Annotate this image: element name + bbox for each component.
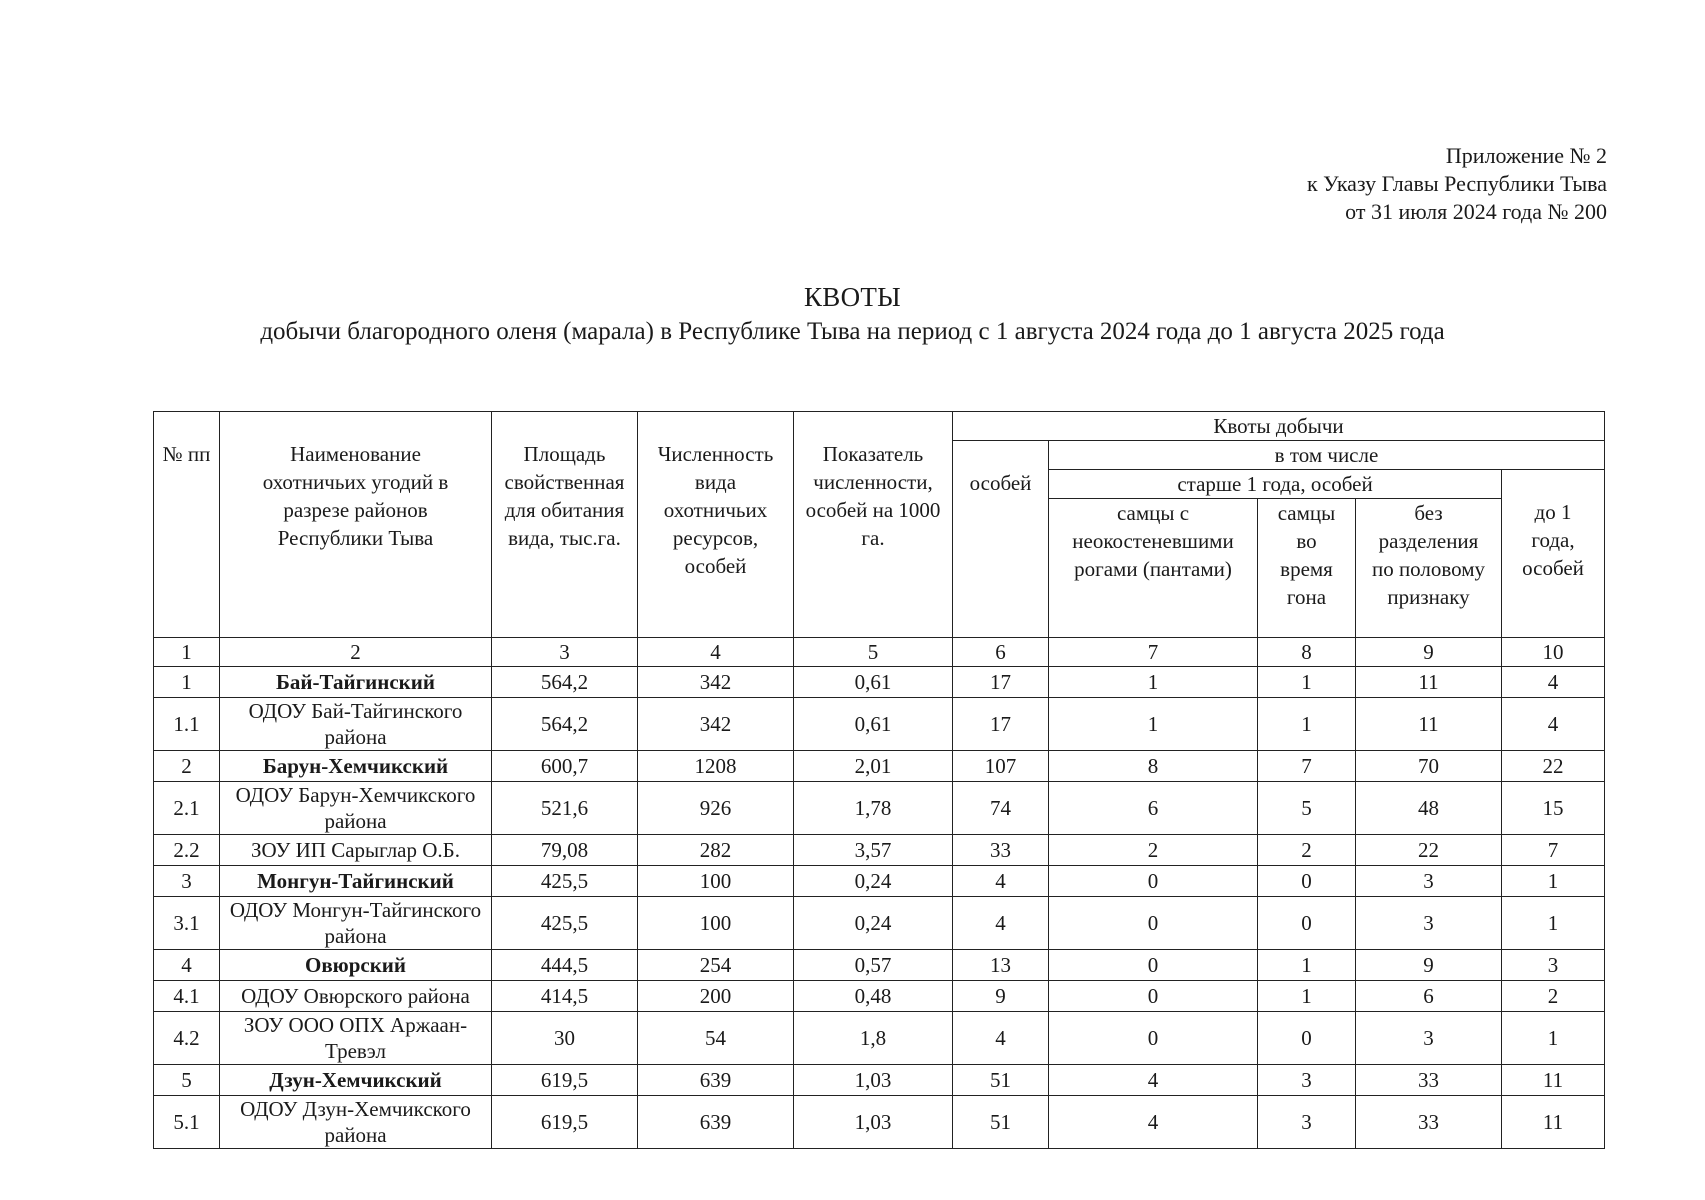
cell-area: 600,7	[492, 751, 638, 782]
header-cell: особей	[953, 441, 1049, 638]
row-name: Бай-Тайгинский	[220, 667, 492, 698]
cell-young: 3	[1502, 950, 1605, 981]
row-name: ОДОУ Бай-Тайгинского района	[220, 698, 492, 751]
header-cell: Наименование охотничьих угодий в разрезе районов Республики Тыва	[220, 412, 492, 638]
cell-count: 1208	[638, 751, 794, 782]
cell-nosex: 22	[1356, 835, 1502, 866]
cell-nosex: 3	[1356, 897, 1502, 950]
cell-young: 1	[1502, 897, 1605, 950]
row-name: Дзун-Хемчикский	[220, 1065, 492, 1096]
cell-antlers: 4	[1049, 1065, 1258, 1096]
cell-density: 1,03	[794, 1065, 953, 1096]
cell-density: 0,61	[794, 667, 953, 698]
cell-density: 1,78	[794, 782, 953, 835]
cell-area: 414,5	[492, 981, 638, 1012]
column-number: 1	[154, 638, 220, 667]
document-subtitle: добычи благородного оленя (марала) в Республике Тыва на период с 1 августа 2024 года до 1 августа 2025 года	[260, 318, 1445, 345]
cell-nosex: 48	[1356, 782, 1502, 835]
row-number: 2.2	[154, 835, 220, 866]
cell-total: 13	[953, 950, 1049, 981]
cell-area: 521,6	[492, 782, 638, 835]
cell-area: 30	[492, 1012, 638, 1065]
row-number: 2.1	[154, 782, 220, 835]
cell-young: 7	[1502, 835, 1605, 866]
cell-area: 564,2	[492, 698, 638, 751]
header-cell: до 1 года, особей	[1502, 470, 1605, 638]
table-row	[154, 1012, 1605, 1065]
table-row	[154, 950, 1605, 981]
cell-antlers: 2	[1049, 835, 1258, 866]
cell-total: 4	[953, 866, 1049, 897]
cell-nosex: 33	[1356, 1065, 1502, 1096]
header-cell: Квоты добычи	[953, 412, 1605, 441]
row-name: ОДОУ Дзун-Хемчикского района	[220, 1096, 492, 1149]
cell-young: 4	[1502, 667, 1605, 698]
row-name: Овюрский	[220, 950, 492, 981]
cell-count: 342	[638, 667, 794, 698]
cell-young: 4	[1502, 698, 1605, 751]
cell-density: 1,8	[794, 1012, 953, 1065]
cell-count: 254	[638, 950, 794, 981]
annex-line: Приложение № 2	[1445, 143, 1607, 168]
row-number: 1	[154, 667, 220, 698]
document-title: КВОТЫ	[803, 282, 902, 312]
cell-antlers: 0	[1049, 866, 1258, 897]
cell-antlers: 6	[1049, 782, 1258, 835]
cell-rut: 0	[1258, 866, 1356, 897]
table-row	[154, 667, 1605, 698]
cell-rut: 1	[1258, 981, 1356, 1012]
cell-young: 11	[1502, 1096, 1605, 1149]
cell-total: 4	[953, 1012, 1049, 1065]
cell-young: 11	[1502, 1065, 1605, 1096]
cell-area: 619,5	[492, 1065, 638, 1096]
cell-count: 100	[638, 866, 794, 897]
cell-young: 15	[1502, 782, 1605, 835]
table-row	[154, 751, 1605, 782]
row-number: 4.2	[154, 1012, 220, 1065]
annex-line: от 31 июля 2024 года № 200	[1345, 199, 1607, 224]
row-number: 3	[154, 866, 220, 897]
cell-count: 639	[638, 1096, 794, 1149]
header-cell: в том числе	[1049, 441, 1605, 470]
cell-density: 0,61	[794, 698, 953, 751]
cell-antlers: 1	[1049, 698, 1258, 751]
cell-nosex: 70	[1356, 751, 1502, 782]
header-cell: Показатель численности, особей на 1000 га.	[794, 412, 953, 638]
cell-count: 54	[638, 1012, 794, 1065]
cell-rut: 1	[1258, 698, 1356, 751]
cell-total: 107	[953, 751, 1049, 782]
cell-rut: 3	[1258, 1096, 1356, 1149]
cell-antlers: 8	[1049, 751, 1258, 782]
cell-antlers: 0	[1049, 950, 1258, 981]
column-number: 6	[953, 638, 1049, 667]
header-cell: самцы во время гона	[1258, 499, 1356, 638]
row-number: 5.1	[154, 1096, 220, 1149]
row-name: Барун-Хемчикский	[220, 751, 492, 782]
cell-count: 342	[638, 698, 794, 751]
cell-nosex: 3	[1356, 1012, 1502, 1065]
cell-density: 0,57	[794, 950, 953, 981]
table-row	[154, 866, 1605, 897]
cell-antlers: 0	[1049, 897, 1258, 950]
column-number: 3	[492, 638, 638, 667]
cell-rut: 1	[1258, 950, 1356, 981]
row-number: 4.1	[154, 981, 220, 1012]
row-name: ОДОУ Барун-Хемчикского района	[220, 782, 492, 835]
cell-density: 0,48	[794, 981, 953, 1012]
row-number: 4	[154, 950, 220, 981]
header-cell: без разделения по половому признаку	[1356, 499, 1502, 638]
cell-area: 444,5	[492, 950, 638, 981]
column-number: 5	[794, 638, 953, 667]
cell-antlers: 0	[1049, 1012, 1258, 1065]
row-number: 2	[154, 751, 220, 782]
row-name: Монгун-Тайгинский	[220, 866, 492, 897]
cell-count: 639	[638, 1065, 794, 1096]
quota-table	[153, 411, 1605, 1149]
cell-count: 926	[638, 782, 794, 835]
cell-nosex: 33	[1356, 1096, 1502, 1149]
cell-young: 22	[1502, 751, 1605, 782]
cell-rut: 3	[1258, 1065, 1356, 1096]
cell-young: 2	[1502, 981, 1605, 1012]
cell-area: 425,5	[492, 897, 638, 950]
cell-count: 282	[638, 835, 794, 866]
cell-area: 425,5	[492, 866, 638, 897]
header-cell: старше 1 года, особей	[1049, 470, 1502, 499]
cell-count: 200	[638, 981, 794, 1012]
cell-nosex: 6	[1356, 981, 1502, 1012]
cell-total: 51	[953, 1065, 1049, 1096]
header-cell: Численность вида охотничьих ресурсов, особей	[638, 412, 794, 638]
cell-rut: 2	[1258, 835, 1356, 866]
table-row	[154, 698, 1605, 751]
cell-total: 4	[953, 897, 1049, 950]
cell-rut: 0	[1258, 1012, 1356, 1065]
cell-antlers: 4	[1049, 1096, 1258, 1149]
column-number: 10	[1502, 638, 1605, 667]
header-cell: самцы с неокостеневшими рогами (пантами)	[1049, 499, 1258, 638]
row-name: ЗОУ ООО ОПХ Аржаан-Тревэл	[220, 1012, 492, 1065]
cell-count: 100	[638, 897, 794, 950]
cell-density: 1,03	[794, 1096, 953, 1149]
cell-area: 564,2	[492, 667, 638, 698]
row-number: 3.1	[154, 897, 220, 950]
column-number: 7	[1049, 638, 1258, 667]
table-row	[154, 782, 1605, 835]
cell-total: 9	[953, 981, 1049, 1012]
row-name: ОДОУ Овюрского района	[220, 981, 492, 1012]
cell-rut: 0	[1258, 897, 1356, 950]
column-number: 9	[1356, 638, 1502, 667]
column-number: 2	[220, 638, 492, 667]
header-cell: Площадь свойственная для обитания вида, тыс.га.	[492, 412, 638, 638]
cell-nosex: 11	[1356, 698, 1502, 751]
cell-density: 2,01	[794, 751, 953, 782]
cell-total: 74	[953, 782, 1049, 835]
column-number: 4	[638, 638, 794, 667]
annex-block	[1307, 142, 1607, 226]
header-cell: № пп	[154, 412, 220, 638]
table-row	[154, 835, 1605, 866]
row-name: ЗОУ ИП Сарыглар О.Б.	[220, 835, 492, 866]
table-row	[154, 981, 1605, 1012]
cell-total: 33	[953, 835, 1049, 866]
cell-total: 17	[953, 667, 1049, 698]
cell-density: 0,24	[794, 897, 953, 950]
row-number: 5	[154, 1065, 220, 1096]
table-row	[154, 1096, 1605, 1149]
cell-young: 1	[1502, 866, 1605, 897]
cell-density: 0,24	[794, 866, 953, 897]
row-number: 1.1	[154, 698, 220, 751]
cell-young: 1	[1502, 1012, 1605, 1065]
cell-antlers: 0	[1049, 981, 1258, 1012]
cell-rut: 5	[1258, 782, 1356, 835]
table-row	[154, 897, 1605, 950]
row-name: ОДОУ Монгун-Тайгинского района	[220, 897, 492, 950]
cell-area: 619,5	[492, 1096, 638, 1149]
cell-rut: 7	[1258, 751, 1356, 782]
cell-nosex: 11	[1356, 667, 1502, 698]
cell-nosex: 3	[1356, 866, 1502, 897]
cell-total: 17	[953, 698, 1049, 751]
annex-line: к Указу Главы Республики Тыва	[1306, 171, 1607, 196]
cell-density: 3,57	[794, 835, 953, 866]
cell-antlers: 1	[1049, 667, 1258, 698]
cell-total: 51	[953, 1096, 1049, 1149]
cell-area: 79,08	[492, 835, 638, 866]
column-number: 8	[1258, 638, 1356, 667]
cell-nosex: 9	[1356, 950, 1502, 981]
table-row	[154, 1065, 1605, 1096]
cell-rut: 1	[1258, 667, 1356, 698]
